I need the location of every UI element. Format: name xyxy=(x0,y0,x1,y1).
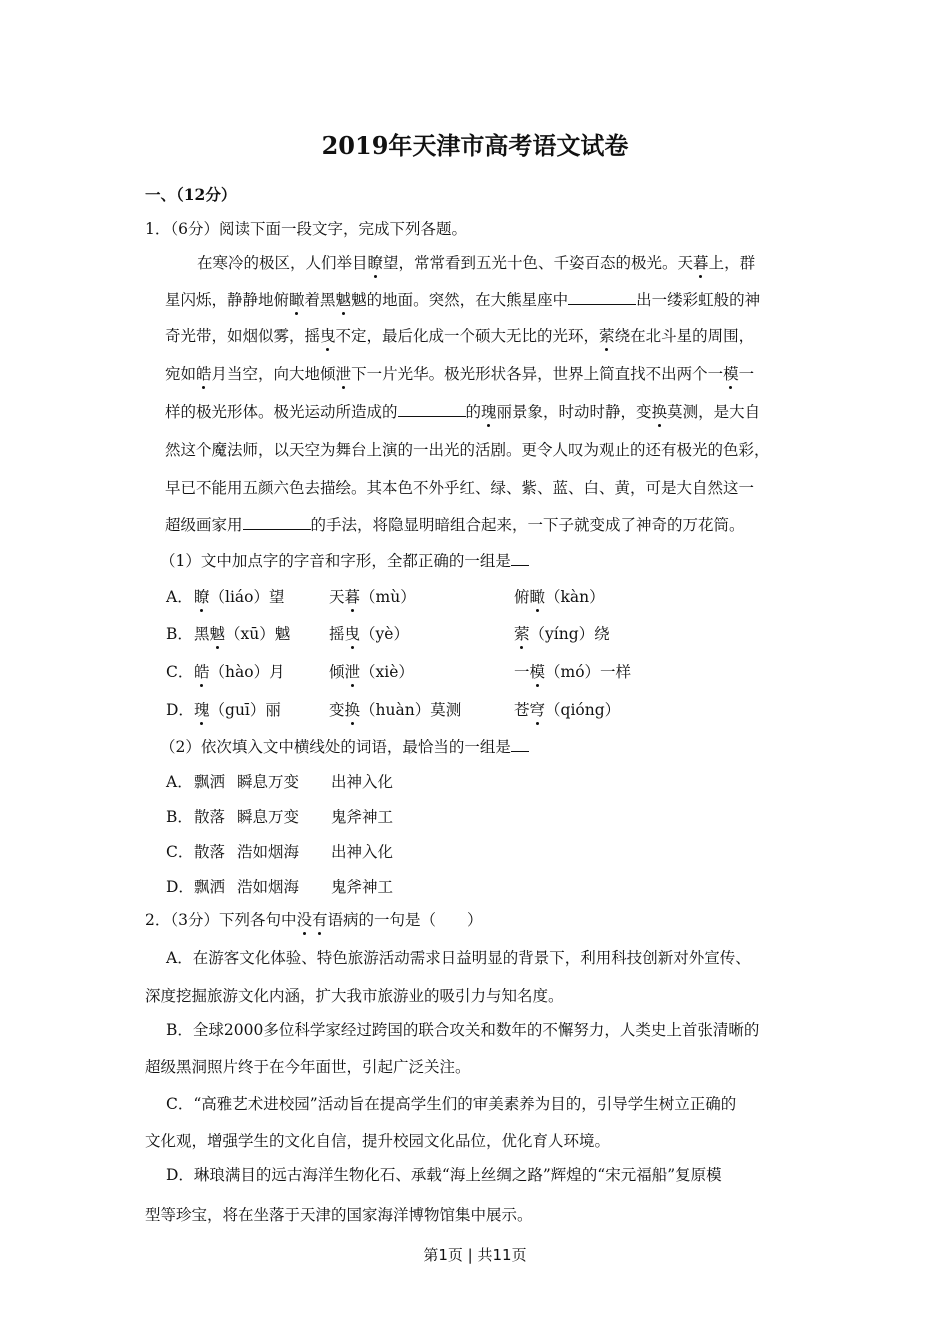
dotted-char: 泄 xyxy=(335,365,352,383)
document-title: 2019年天津市高考语文试卷 xyxy=(321,131,629,160)
dotted-char: 曳 xyxy=(320,327,336,345)
question-2-stem: 2．（3分）下列各句中没有语病的一句是（ ） xyxy=(145,911,483,929)
fill-blank-2[interactable] xyxy=(398,402,466,417)
sub2-option-d[interactable]: D． 飘洒 浩如烟海 鬼斧神工 xyxy=(166,878,394,896)
dotted-char: 瑰 xyxy=(481,403,497,421)
q2-option-a-line-1[interactable]: A．在游客文化体验、特色旅游活动需求日益明显的背景下，利用科技创新对外宣传、 xyxy=(166,949,751,967)
sub1-option-b[interactable]: B． 黑魆（xū）魆 摇曳（yè） 萦（yíng）绕 xyxy=(166,625,610,643)
passage-line-7: 早已不能用五颜六色去描绘。其本色不外乎红、绿、紫、蓝、白、黄，可是大自然这一 xyxy=(165,479,755,497)
fill-blank-3[interactable] xyxy=(243,515,311,530)
dotted-char: 皓 xyxy=(196,365,212,383)
dotted-char: 瞭 xyxy=(367,254,384,272)
page-footer: 第1页 | 共11页 xyxy=(423,1246,527,1264)
q2-option-d-line-1[interactable]: D．琳琅满目的远古海洋生物化石、承载“海上丝绸之路”辉煌的“宋元福船”复原模 xyxy=(166,1166,722,1184)
sub2-option-a[interactable]: A． 飘洒 瞬息万变 出神入化 xyxy=(166,773,394,791)
section-heading: 一、（12分） xyxy=(145,185,237,204)
passage-line-3: 奇光带，如烟似雾，摇曳不定，最后化成一个硕大无比的光环，萦绕在北斗星的周围， xyxy=(165,327,755,345)
dotted-char: 魆 xyxy=(335,291,352,309)
question-1-stem: 1．（6分）阅读下面一段文字，完成下列各题。 xyxy=(145,220,467,238)
subquestion-1-stem: （1）文中加点字的字音和字形，全都正确的一组是 xyxy=(160,551,529,571)
sub2-option-c[interactable]: C． 散落 浩如烟海 出神入化 xyxy=(166,843,394,861)
passage-line-8: 超级画家用 的手法，将隐显明暗组合起来，一下子就变成了神奇的万花筒。 xyxy=(165,516,745,534)
passage-line-5: 样的极光形体。极光运动所造成的 的瑰丽景象，时动时静，变换莫测，是大自 xyxy=(165,403,761,421)
dotted-char: 有 xyxy=(312,911,328,929)
dotted-char: 模 xyxy=(723,365,739,383)
sub1-option-c[interactable]: C． 皓（hào）月 倾泄（xiè） 一模（mó）一样 xyxy=(166,663,632,681)
dotted-char: 没 xyxy=(296,911,312,929)
passage-line-4: 宛如皓月当空，向大地倾泄下一片光华。极光形状各异，世界上简直找不出两个一模一 xyxy=(165,365,755,383)
q2-option-b-line-2: 超级黑洞照片终于在今年面世，引起广泛关注。 xyxy=(145,1058,471,1076)
passage-line-6: 然这个魔法师，以天空为舞台上演的一出光的活剧。更令人叹为观止的还有极光的色彩， xyxy=(165,441,770,459)
answer-blank[interactable] xyxy=(511,737,529,752)
q2-option-d-line-2: 型等珍宝，将在坐落于天津的国家海洋博物馆集中展示。 xyxy=(145,1206,533,1224)
sub2-option-b[interactable]: B． 散落 瞬息万变 鬼斧神工 xyxy=(166,808,394,826)
q2-option-b-line-1[interactable]: B．全球2000多位科学家经过跨国的联合攻关和数年的不懈努力，人类史上首张清晰的 xyxy=(166,1021,760,1039)
passage-line-2: 星闪烁，静静地俯瞰着黑魆魆的地面。突然，在大熊星座中 出一缕彩虹般的神 xyxy=(165,291,761,309)
dotted-char: 暮 xyxy=(693,254,709,272)
q2-option-c-line-1[interactable]: C．“高雅艺术进校园”活动旨在提高学生们的审美素养为目的，引导学生树立正确的 xyxy=(166,1095,737,1113)
dotted-char: 瞰 xyxy=(289,291,305,309)
q2-option-c-line-2: 文化观，增强学生的文化自信，提升校园文化品位，优化育人环境。 xyxy=(145,1132,611,1150)
subquestion-2-stem: （2）依次填入文中横线处的词语，最恰当的一组是 xyxy=(160,737,529,757)
q2-option-a-line-2: 深度挖掘旅游文化内涵，扩大我市旅游业的吸引力与知名度。 xyxy=(145,987,564,1005)
dotted-char: 萦 xyxy=(599,327,615,345)
fill-blank-1[interactable] xyxy=(568,290,636,305)
sub1-option-d[interactable]: D． 瑰（guī）丽 变换（huàn）莫测 苍穹（qióng） xyxy=(166,701,621,719)
passage-line-1: 在寒冷的极区，人们举目瞭望，常常看到五光十色、千姿百态的极光。天暮上，群 xyxy=(197,254,756,272)
dotted-char: 换 xyxy=(651,403,668,421)
answer-blank[interactable] xyxy=(511,551,529,566)
sub1-option-a[interactable]: A． 瞭（liáo）望 天暮（mù） 俯瞰（kàn） xyxy=(166,588,605,606)
